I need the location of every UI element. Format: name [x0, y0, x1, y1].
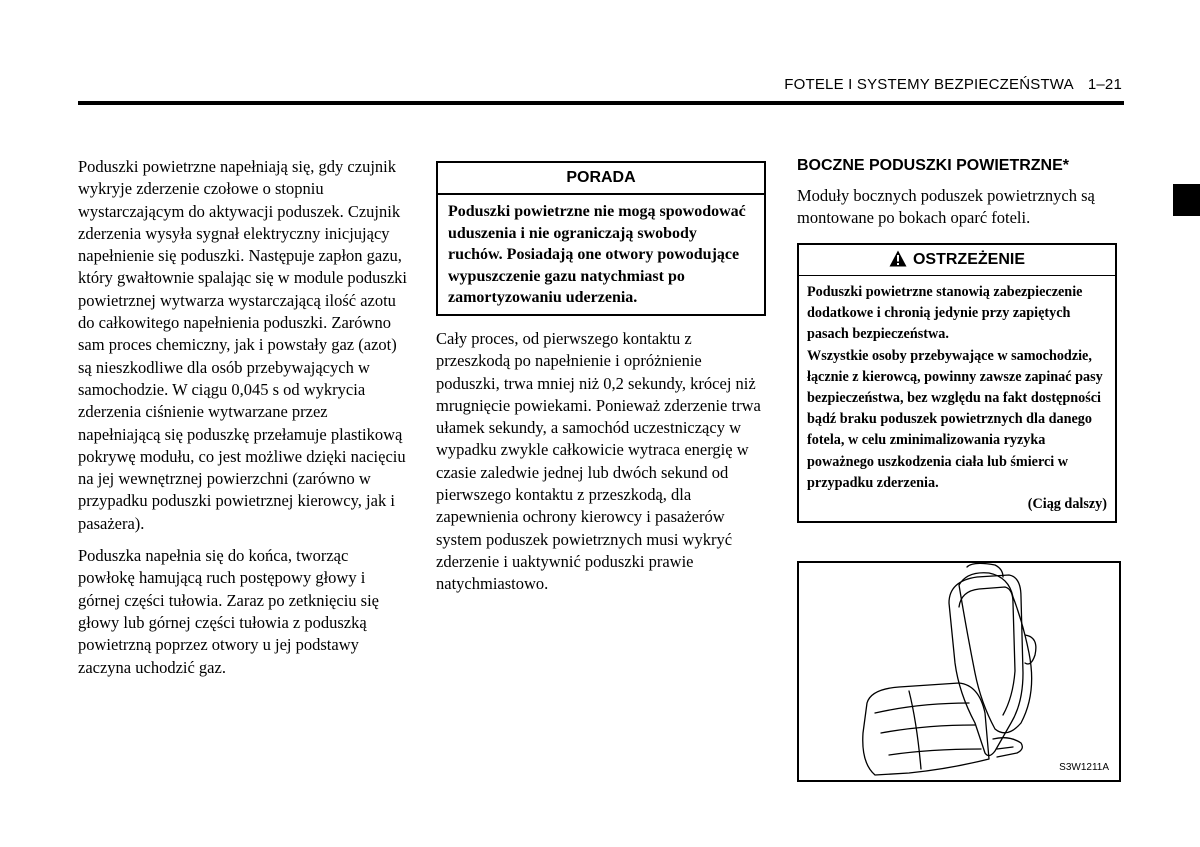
paragraph: Poduszka napełnia się do końca, tworząc powłokę hamującą ruch postępowy głowy i górnej części tułowia. Zaraz po zetknięciu się głowy lub górnej części tułowia z poduszką powietrzną poprzez otwory u jej podstawy zaczyna uchodzić gaz. [78, 546, 379, 677]
paragraph: Cały proces, od pierwszego kontaktu z przeszkodą po napełnienie i opróżnienie poduszki, trwa mniej niż 0,2 sekundy, krócej niż mrugnięcie powiekami. Ponieważ zderzenie trwa ułamek sekundy, a samochód uczestniczący w wypadku zwykle całkowicie wytraca energię w czasie zaledwie jednej lub dwóch sekund od pierwszego kontaktu z przeszkodą, dla zapewnienia ochrony kierowcy i pasażerów system poduszek powietrznych musi wykryć zderzenie i uaktywnić poduszki prawie natychmiastowo. [436, 328, 761, 594]
section-heading: BOCZNE PODUSZKI POWIETRZNE* [797, 157, 1070, 174]
warning-title: OSTRZEŻENIE [912, 251, 1025, 268]
seat-with-side-airbag-drawing [799, 563, 1119, 780]
warning-box [797, 243, 1117, 523]
section-title: FOTELE I SYSTEMY BEZPIECZEŃSTWA [784, 76, 1074, 93]
running-header [784, 76, 1122, 93]
continued-note: (Ciąg dalszy) [1027, 496, 1107, 513]
column-right [797, 156, 1115, 230]
column-middle [436, 161, 766, 596]
paragraph: Moduły bocznych poduszek powietrznych są montowane po bokach oparć foteli. [797, 186, 1095, 228]
warning-title-bar [799, 245, 1115, 276]
warning-body [799, 276, 1115, 521]
seat-airbag-illustration [797, 561, 1121, 782]
chapter-tab [1173, 184, 1200, 216]
column-left [78, 156, 408, 689]
header-rule [78, 101, 1124, 105]
paragraph: Poduszki powietrzne napełniają się, gdy czujnik wykryje zderzenie czołowe o stopniu wystarczającym do aktywacji poduszek. Czujnik zderzenia wysyła sygnał elektryczny inicjujący napełnienie się poduszki. Następuje zapłon gazu, który gwałtownie spalając się w module poduszki powietrznej wytwarza wystarczającą ilość azotu do całkowitego napełnienia poduszki. Zarówno sam proces chemiczny, jak i powstały gaz (azot) są nieszkodliwe dla osób przebywających w samochodzie. W ciągu 0,045 s od wykrycia zderzenia ciśnienie wytwarzane przez napełniającą się poduszkę przełamuje plastikową pokrywę modułu, co jest możliwe dzięki nacięciu na jej wewnętrznej powierzchni (zarówno w przypadku poduszki powietrznej kierowcy, jak i pasażera). [78, 157, 408, 533]
page-number: 1–21 [1087, 76, 1122, 93]
tip-body: Poduszki powietrzne nie mogą spowodować uduszenia i nie ograniczają swobody ruchów. Posiadają one otwory powodujące wypuszczenie gazu natychmiast po zamortyzowaniu uderzenia. [448, 203, 746, 307]
warning-paragraph: Poduszki powietrzne stanowią zabezpieczenie dodatkowe i chronią jedynie przy zapiętych pasach bezpieczeństwa. [807, 284, 1083, 343]
warning-triangle-icon [889, 250, 907, 267]
tip-title: PORADA [438, 163, 764, 195]
figure-code: S3W1211A [1059, 762, 1109, 773]
tip-box [436, 161, 766, 316]
warning-paragraph: Wszystkie osoby przebywające w samochodzie, łącznie z kierowcą, powinny zawsze zapinać pasy bezpieczeństwa, bez względu na fakt dostępności bądź braku poduszek powietrznych dla danego fotela, w celu zminimalizowania ryzyka poważnego uszkodzenia ciała lub śmierci w przypadku zderzenia. [807, 347, 1103, 491]
